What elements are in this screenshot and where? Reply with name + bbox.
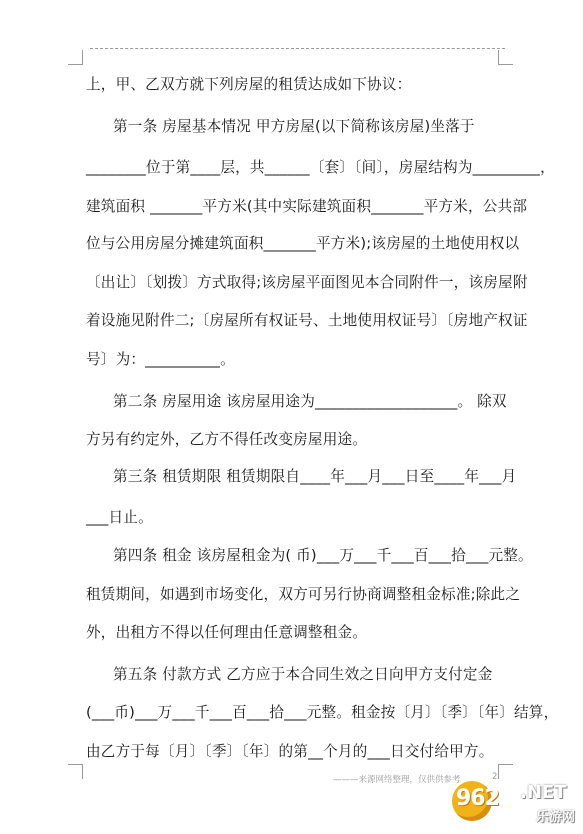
watermark-sitename: 乐游网 [536, 810, 576, 825]
text-line: 第一条 房屋基本情况 甲方房屋(以下简称该房屋)坐落于 [113, 118, 475, 135]
text-line: 上，甲、乙双方就下列房屋的租赁达成如下协议： [86, 76, 412, 93]
watermark-net: .NET [520, 782, 567, 803]
text-line: 着设施见附件二;〔房屋所有权证号、土地使用权证号〕〔房地产权证 [86, 312, 528, 329]
crop-mark-bottom-right [498, 764, 513, 779]
footer-note: ———来源网络整理，仅供供参考 [333, 775, 461, 785]
text-line: ___日止。 [86, 509, 153, 526]
text-line: 第四条 租金 该房屋租金为( 币)___万___千___百___拾___元整。 [113, 547, 533, 564]
text-line: 第五条 付款方式 乙方应于本合同生效之日向甲方支付定金 [113, 666, 493, 683]
watermark-number: 962 [456, 786, 499, 811]
text-line: 由乙方于每〔月〕〔季〕〔年〕的第__个月的___日交付给甲方。 [86, 743, 494, 760]
crop-mark-top-right [498, 50, 513, 65]
crop-mark-bottom-left [68, 764, 83, 779]
text-line: 〔出让〕〔划拨〕方式取得;该房屋平面图见本合同附件一，该房屋附 [86, 274, 528, 291]
text-line: 租赁期间，如遇到市场变化，双方可另行协商调整租金标准;除此之 [86, 586, 521, 603]
header-rule [90, 48, 505, 49]
text-line: 外，出租方不得以任何理由任意调整租金。 [86, 624, 368, 641]
text-line: 第三条 租赁期限 租赁期限自____年___月___日至____年___月 [113, 468, 517, 485]
site-watermark [452, 778, 580, 828]
text-line: 建筑面积 _______平方米(其中实际建筑面积_______平方米，公共部 [86, 198, 528, 215]
text-line: 位与公用房屋分摊建筑面积_______平方米);该房屋的土地使用权以 [86, 235, 520, 252]
page-number: 2 [492, 772, 498, 782]
text-line: 号〕为：__________。 [86, 351, 235, 368]
text-line: 第二条 房屋用途 该房屋用途为___________________。 除双 [113, 393, 507, 410]
text-line: (___币)___万___千___百___拾___元整。租金按〔月〕〔季〕〔年〕结算， [86, 704, 559, 721]
text-line: ________位于第____层，共______〔套〕〔间〕，房屋结构为_________， [86, 159, 555, 176]
crop-mark-top-left [68, 50, 83, 65]
text-line: 方另有约定外，乙方不得任改变房屋用途。 [86, 431, 368, 448]
